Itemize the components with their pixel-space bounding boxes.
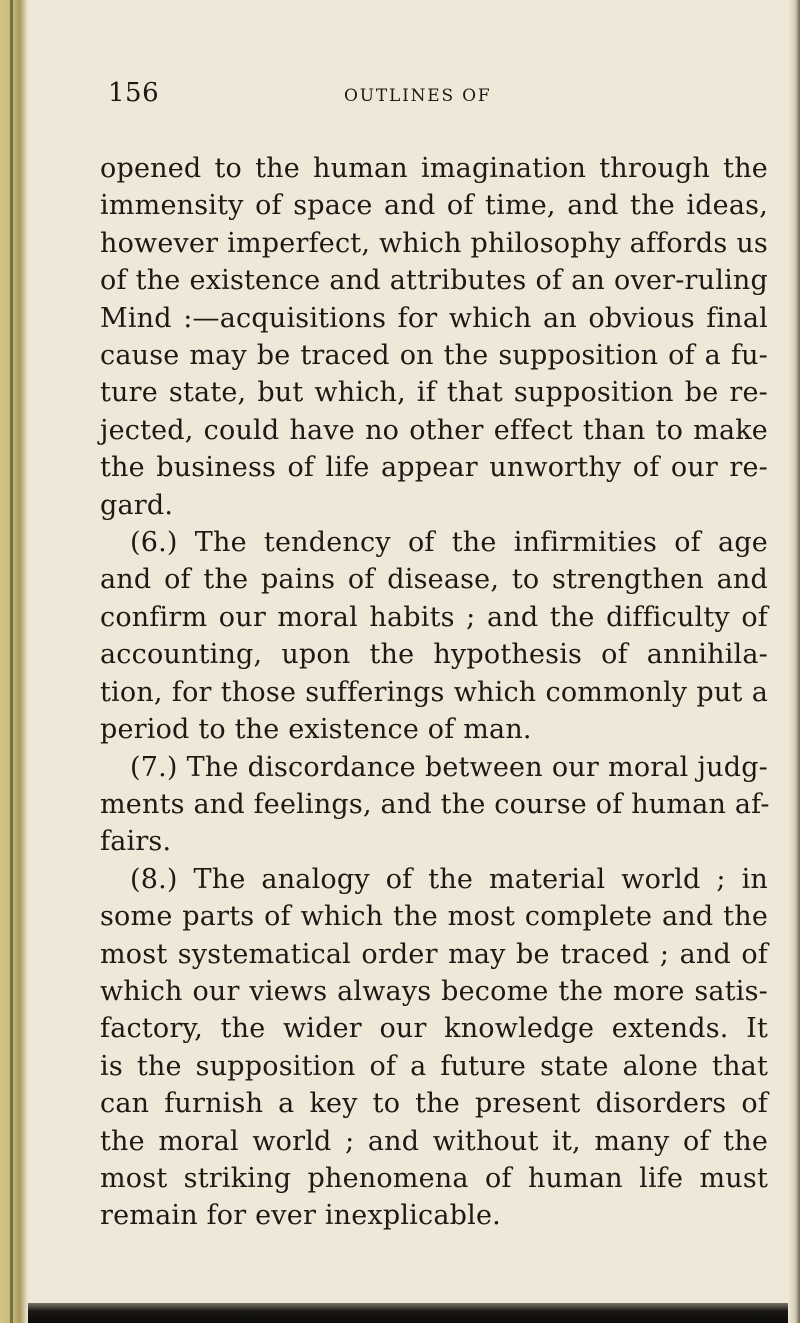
text-line: gard.	[100, 489, 174, 521]
text-line: remain for ever inexplicable.	[100, 1200, 501, 1232]
text-line: immensity of space and of time, and the ideas,	[100, 190, 768, 222]
page-bottom-edge	[28, 1303, 788, 1323]
text-line: jected, could have no other effect than to make	[100, 414, 768, 446]
text-line: ture state, but which, if that supposition be re-	[100, 377, 768, 409]
text-line: of the existence and attributes of an over-ruling	[100, 265, 768, 297]
text-line: the moral world ; and without it, many of the	[100, 1125, 768, 1157]
text-line: can furnish a key to the present disorders of	[100, 1088, 768, 1120]
text-line: most systematical order may be traced ; and of	[100, 938, 768, 970]
text-line: fairs.	[100, 826, 172, 858]
text-line: accounting, upon the hypothesis of annihila-	[100, 639, 768, 671]
running-head: OUTLINES OF	[344, 86, 492, 106]
text-line: opened to the human imagination through the	[100, 153, 768, 184]
text-line: ments and feelings, and the course of human af-	[100, 788, 770, 820]
text-line: factory, the wider our knowledge extends. It	[100, 1013, 768, 1045]
paragraph-7-start: (7.) The discordance between our moral judg-	[130, 751, 768, 783]
text-line: period to the existence of man.	[100, 714, 532, 746]
paragraph-6-start: (6.) The tendency of the infirmities of age	[130, 527, 768, 559]
page-number: 156	[108, 78, 160, 108]
page-left-edge	[0, 0, 28, 1323]
text-line: most striking phenomena of human life must	[100, 1162, 768, 1194]
binding-edge-line	[10, 0, 13, 1323]
text-line: tion, for those sufferings which commonly put a	[100, 676, 768, 708]
text-line: confirm our moral habits ; and the difficulty of	[100, 601, 768, 633]
page-header	[108, 78, 668, 122]
text-line: cause may be traced on the supposition of a fu-	[100, 340, 768, 372]
text-line: some parts of which the most complete and the	[100, 901, 768, 933]
text-line: is the supposition of a future state alone that	[100, 1050, 768, 1082]
paragraph-8-start: (8.) The analogy of the material world ; in	[130, 863, 768, 895]
text-line: which our views always become the more satis-	[100, 975, 768, 1007]
body-text	[100, 150, 768, 1235]
text-line: however imperfect, which philosophy affords us	[100, 227, 768, 259]
text-line: and of the pains of disease, to strengthen and	[100, 564, 768, 596]
text-line: the business of life appear unworthy of our re-	[100, 452, 768, 484]
text-line: Mind :—acquisitions for which an obvious final	[100, 302, 768, 334]
page-right-edge	[788, 0, 800, 1323]
